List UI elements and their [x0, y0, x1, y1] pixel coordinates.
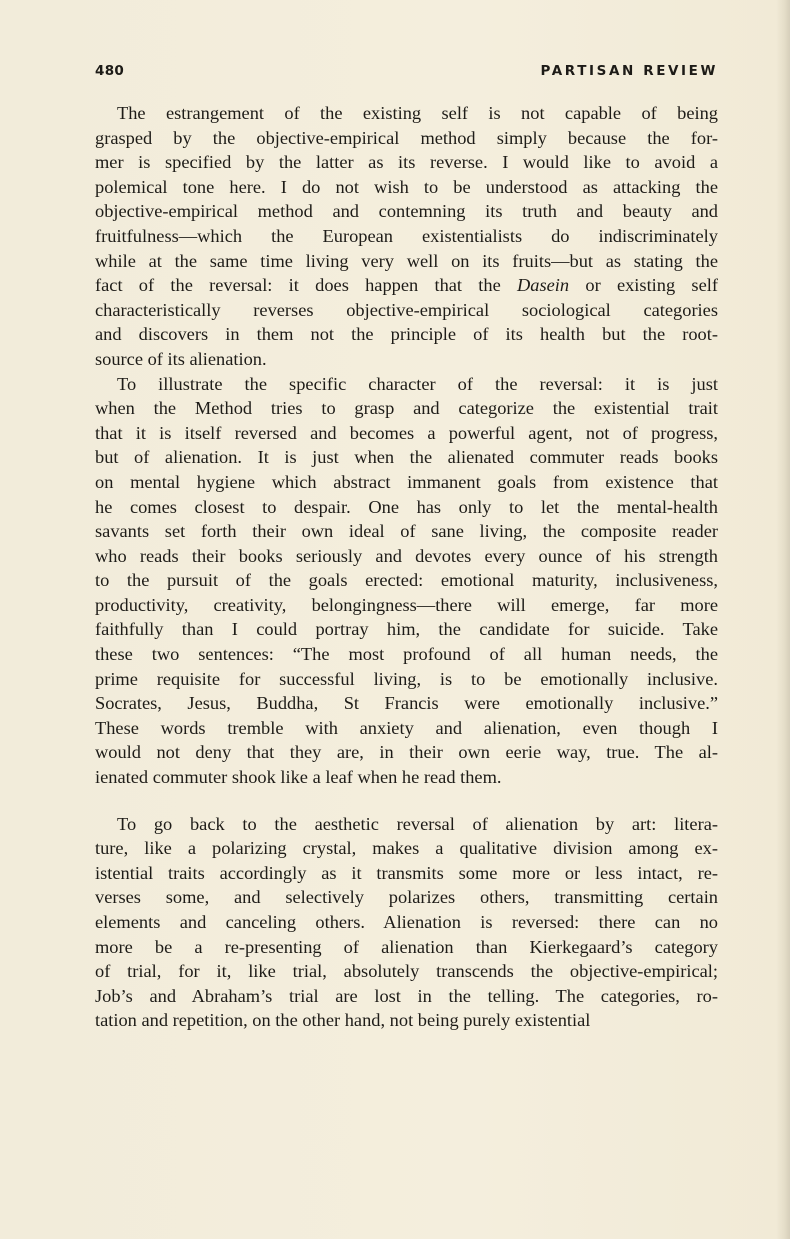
body-text [95, 101, 718, 1033]
text-line: istential traits accordingly as it transmits some more or less intact, re- [95, 862, 718, 883]
text-line: mer is specified by the latter as its reverse. I would like to avoid a [95, 152, 718, 173]
text-line: ture, like a polarizing crystal, makes a qualitative division among ex- [95, 838, 718, 859]
text-line: prime requisite for successful living, is to be emotionally inclusive. [95, 668, 718, 689]
text-line: tation and repetition, on the other hand, not being purely existential [95, 1010, 591, 1031]
text-line: when the Method tries to grasp and categorize the existential trait [95, 398, 718, 419]
text-line: he comes closest to despair. One has only to let the mental-health [95, 496, 718, 517]
text-line: objective-empirical method and contemning its truth and beauty and [95, 201, 718, 222]
text-line: characteristically reverses objective-empirical sociological categories [95, 299, 718, 320]
text-line: elements and canceling others. Alienation is reversed: there can no [95, 912, 718, 932]
text-line: To go back to the aesthetic reversal of alienation by art: litera- [117, 813, 718, 834]
text-line: faithfully than I could portray him, the candidate for suicide. Take [95, 619, 718, 640]
paragraph [95, 101, 718, 372]
text-line: verses some, and selectively polarizes others, transmitting certain [95, 887, 718, 908]
text-line: that it is itself reversed and becomes a powerful agent, not of progress, [95, 422, 718, 443]
text-line: source of its alienation. [95, 348, 267, 369]
text-line: to the pursuit of the goals erected: emotional maturity, inclusiveness, [95, 570, 718, 591]
text-line: but of alienation. It is just when the alienated commuter reads books [95, 447, 718, 468]
text-line: Socrates, Jesus, Buddha, St Francis were emotionally inclusive.” [95, 693, 718, 714]
paragraph [95, 372, 718, 790]
text-line: more be a re-presenting of alienation than Kierkegaard’s category [95, 936, 718, 957]
text-line: polemical tone here. I do not wish to be understood as attacking the [95, 176, 718, 197]
page-edge-shadow [776, 0, 790, 1239]
text-line: while at the same time living very well on its fruits—but as stating the [95, 250, 718, 271]
text-line: on mental hygiene which abstract immanent goals from existence that [95, 471, 718, 492]
text-line: who reads their books seriously and devotes every ounce of his strength [95, 545, 718, 566]
text-line: fact of the reversal: it does happen that the Dasein or existing self [95, 275, 718, 296]
text-line: would not deny that they are, in their own eerie way, true. The al- [95, 742, 718, 763]
page-number: 480 [95, 63, 125, 79]
text-line: productivity, creativity, belongingness—there will emerge, far more [95, 594, 718, 615]
text-line: of trial, for it, like trial, absolutely transcends the objective-empirical; [95, 961, 718, 982]
text-line: These words tremble with anxiety and alienation, even though I [95, 717, 718, 738]
section-gap [95, 790, 718, 812]
text-line: grasped by the objective-empirical method simply because the for- [95, 127, 718, 148]
text-line: and discovers in them not the principle of its health but the root- [95, 324, 718, 345]
text-line: these two sentences: “The most profound of all human needs, the [95, 644, 718, 665]
text-line: fruitfulness—which the European existentialists do indiscriminately [95, 225, 718, 246]
paragraph [95, 812, 718, 1033]
text-line: ienated commuter shook like a leaf when he read them. [95, 767, 502, 788]
text-line: To illustrate the specific character of the reversal: it is just [117, 373, 718, 394]
text-line: savants set forth their own ideal of sane living, the composite reader [95, 521, 718, 542]
text-line: Job’s and Abraham’s trial are lost in the telling. The categories, ro- [95, 985, 718, 1006]
page-header [95, 63, 718, 83]
text-line: The estrangement of the existing self is not capable of being [117, 103, 718, 123]
running-head: PARTISAN REVIEW [540, 63, 718, 79]
